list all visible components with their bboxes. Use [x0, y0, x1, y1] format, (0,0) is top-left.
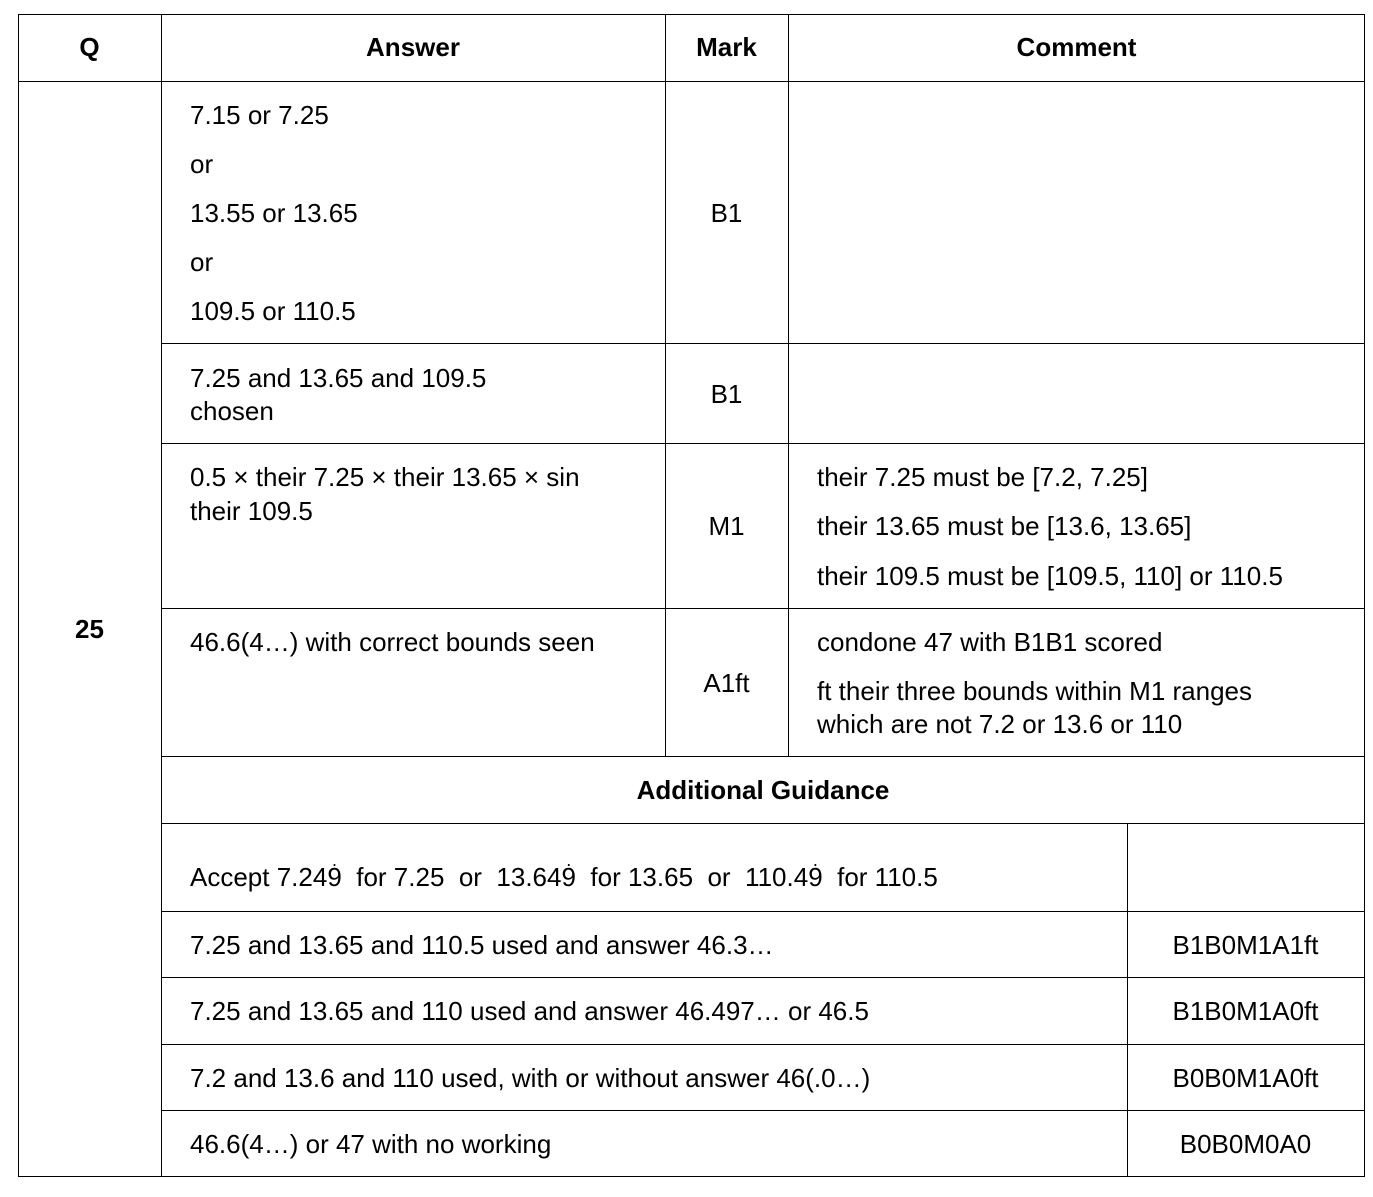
mark-value: A1ft: [703, 668, 750, 698]
accept-text: for 7.25 or 13.64: [341, 862, 562, 892]
mark-scheme-table: [18, 14, 1365, 1177]
guidance-item-mark: B0B0M1A0ft: [1172, 1063, 1319, 1093]
comment-line: their 109.5 must be [109.5, 110] or 110.5: [817, 561, 1283, 591]
mark-value: B1: [710, 198, 743, 228]
answer-line: 109.5 or 110.5: [190, 296, 356, 326]
answer-line: chosen: [190, 396, 274, 426]
accept-text: for 110.5: [822, 862, 938, 892]
accept-recurring-note: [190, 861, 938, 894]
rule: [161, 977, 1365, 978]
rule: [1364, 14, 1365, 1177]
mark-value: M1: [708, 511, 745, 541]
rule: [788, 14, 789, 757]
guidance-item-mark: B0B0M0A0: [1179, 1129, 1312, 1159]
rule: [18, 81, 1365, 82]
header-q: Q: [79, 32, 100, 62]
comment-line: condone 47 with B1B1 scored: [817, 627, 1163, 657]
guidance-item-text: 7.25 and 13.65 and 110.5 used and answer 46.3…: [190, 930, 774, 960]
answer-line: 0.5 × their 7.25 × their 13.65 × sin: [190, 462, 580, 492]
rule: [161, 1044, 1365, 1045]
rule: [161, 756, 1365, 757]
comment-line: ft their three bounds within M1 ranges: [817, 676, 1253, 706]
comment-line: their 13.65 must be [13.6, 13.65]: [817, 511, 1192, 541]
header-mark: Mark: [696, 32, 757, 62]
guidance-item-text: 46.6(4…) or 47 with no working: [190, 1129, 552, 1159]
answer-line: 7.15 or 7.25: [190, 100, 329, 130]
guidance-title: Additional Guidance: [636, 775, 890, 805]
rule: [161, 14, 162, 1177]
comment-line: their 7.25 must be [7.2, 7.25]: [817, 462, 1148, 492]
header-comment: Comment: [1016, 32, 1137, 62]
recurring-digit: . 9: [808, 861, 822, 894]
mark-value: B1: [710, 379, 743, 409]
comment-line: which are not 7.2 or 13.6 or 110: [817, 709, 1183, 739]
accept-text: for 13.65 or 110.4: [575, 862, 809, 892]
rule: [161, 608, 1365, 609]
rule: [18, 14, 1365, 15]
guidance-item-mark: B1B0M1A0ft: [1172, 996, 1319, 1026]
rule: [161, 443, 1365, 444]
rule: [161, 1110, 1365, 1111]
answer-line: or: [190, 149, 214, 179]
rule: [161, 343, 1365, 344]
recurring-digit: . 9: [327, 861, 341, 894]
header-answer: Answer: [366, 32, 460, 62]
answer-line: their 109.5: [190, 496, 313, 526]
question-number: 25: [75, 614, 104, 644]
guidance-item-mark: B1B0M1A1ft: [1172, 930, 1319, 960]
recurring-digit: . 9: [561, 861, 575, 894]
accept-text: Accept 7.24: [190, 862, 328, 892]
answer-line: or: [190, 247, 214, 277]
answer-line: 46.6(4…) with correct bounds seen: [190, 627, 595, 657]
guidance-item-text: 7.2 and 13.6 and 110 used, with or without answer 46(.0…): [190, 1063, 871, 1093]
rule: [161, 911, 1365, 912]
rule: [18, 1176, 1365, 1177]
guidance-item-text: 7.25 and 13.65 and 110 used and answer 46.497… or 46.5: [190, 996, 869, 1026]
rule: [161, 823, 1365, 824]
answer-line: 7.25 and 13.65 and 109.5: [190, 363, 487, 393]
answer-line: 13.55 or 13.65: [190, 198, 358, 228]
rule: [18, 14, 19, 1177]
